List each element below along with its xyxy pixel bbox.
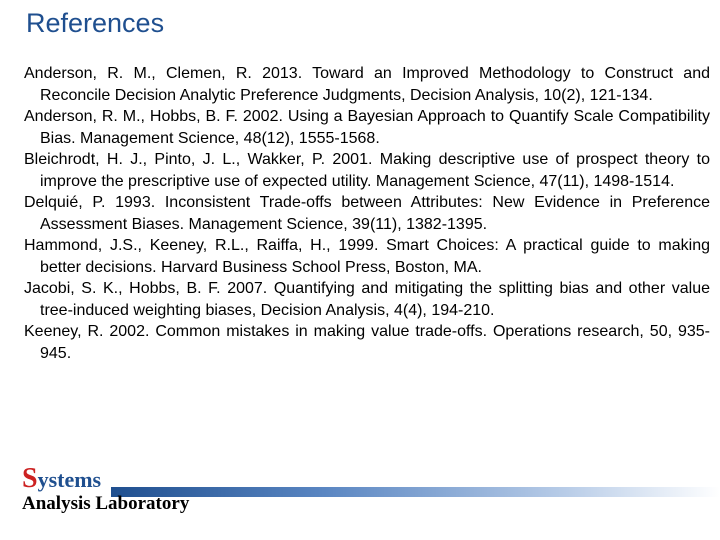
reference-item: Anderson, R. M., Hobbs, B. F. 2002. Using a Bayesian Approach to Quantify Scale Compatibility Bias. Management Science, 48(12), 1555-1568. [24, 108, 710, 147]
reference-item: Jacobi, S. K., Hobbs, B. F. 2007. Quantifying and mitigating the splitting bias and other value tree-induced weighting biases, Decision Analysis, 4(4), 194-210. [24, 280, 710, 319]
footer-gradient-bar [111, 487, 720, 497]
reference-item: Keeney, R. 2002. Common mistakes in making value trade-offs. Operations research, 50, 935-945. [24, 323, 710, 362]
reference-item: Delquié, P. 1993. Inconsistent Trade-offs between Attributes: New Evidence in Preference Assessment Biases. Management Science, 39(11), 1382-1395. [24, 194, 710, 233]
logo-rest: ystems [37, 467, 102, 492]
logo-line-systems [22, 463, 189, 494]
reference-item: Anderson, R. M., Clemen, R. 2013. Toward an Improved Methodology to Construct and Reconcile Decision Analytic Preference Judgments, Decision Analysis, 10(2), 121-134. [24, 65, 710, 104]
logo-line-laboratory: Analysis Laboratory [22, 493, 190, 514]
reference-list [24, 63, 710, 364]
reference-item: Bleichrodt, H. J., Pinto, J. L., Wakker, P. 2001. Making descriptive use of prospect theory to improve the prescriptive use of expected utility. Management Science, 47(11), 1498-1514. [24, 151, 710, 190]
systems-analysis-laboratory-logo [22, 463, 190, 515]
reference-item: Hammond, J.S., Keeney, R.L., Raiffa, H., 1999. Smart Choices: A practical guide to making better decisions. Harvard Business School Press, Boston, MA. [24, 237, 710, 276]
slide-title: References [26, 8, 165, 38]
logo-initial: S [22, 463, 38, 494]
